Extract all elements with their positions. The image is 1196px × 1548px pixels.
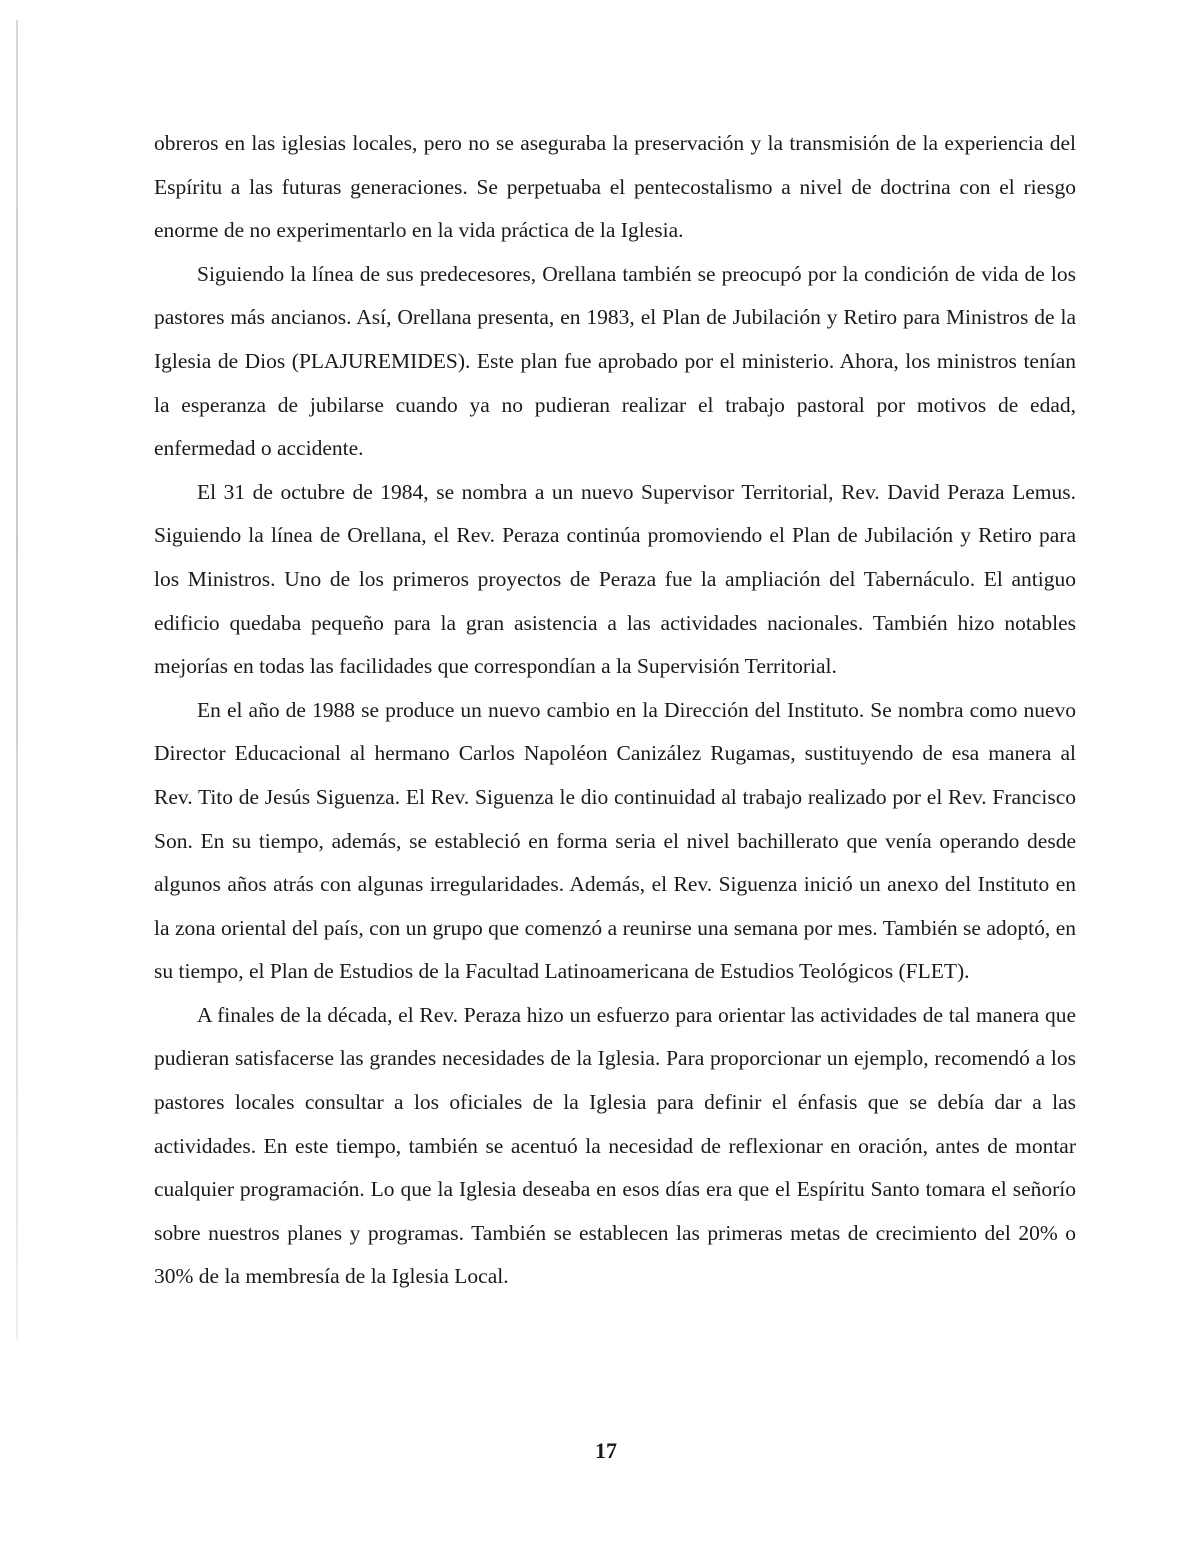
paragraph-plajuremides: Siguiendo la línea de sus predecesores, Orellana también se preocupó por la condición de vida de los pastores más ancianos. Así, Orellana presenta, en 1983, el Plan de Jubilación y Retiro para Ministros de la Iglesia de Dios (PLAJUREMIDES). Este plan fue aprobado por el ministerio. Ahora, los ministros tenían la esperanza de jubilarse cuando ya no pudieran realizar el trabajo pastoral por motivos de edad, enfermedad o accidente. [154, 261, 1076, 461]
page-number: 17 [595, 1438, 617, 1463]
paragraph-finales-decada: A finales de la década, el Rev. Peraza hizo un esfuerzo para orientar las actividades de tal manera que pudieran satisfacerse las grandes necesidades de la Iglesia. Para proporcionar un ejemplo, recomendó a los pastores locales consultar a los oficiales de la Iglesia para definir el énfasis que se debía dar a las actividades. En este tiempo, también se acentuó la necesidad de reflexionar en oración, antes de montar cualquier programación. Lo que la Iglesia deseaba en esos días era que el Espíritu Santo tomara el señorío sobre nuestros planes y programas. También se establecen las primeras metas de crecimiento del 20% o 30% de la membresía de la Iglesia Local. [154, 1002, 1076, 1289]
paragraph-peraza-supervisor: El 31 de octubre de 1984, se nombra a un nuevo Supervisor Territorial, Rev. David Peraza Lemus. Siguiendo la línea de Orellana, el Rev. Peraza continúa promoviendo el Plan de Jubilación y Retiro para los Ministros. Uno de los primeros proyectos de Peraza fue la ampliación del Tabernáculo. El antiguo edificio quedaba pequeño para la gran asistencia a las actividades nacionales. También hizo notables mejorías en todas las facilidades que correspondían a la Supervisión Territorial. [154, 479, 1076, 679]
paragraph-continuation: obreros en las iglesias locales, pero no se aseguraba la preservación y la transmisión de la experiencia del Espíritu a las futuras generaciones. Se perpetuaba el pentecostalismo a nivel de doctrina con el riesgo enorme de no experimentarlo en la vida práctica de la Iglesia. [154, 131, 1076, 243]
paragraph-instituto-direccion: En el año de 1988 se produce un nuevo cambio en la Dirección del Instituto. Se nombra como nuevo Director Educacional al hermano Carlos Napoléon Canizález Rugamas, sustituyendo de esa manera al Rev. Tito de Jesús Siguenza. El Rev. Siguenza le dio continuidad al trabajo realizado por el Rev. Francisco Son. En su tiempo, además, se estableció en forma seria el nivel bachillerato que venía operando desde algunos años atrás con algunas irregularidades. Además, el Rev. Siguenza inició un anexo del Instituto en la zona oriental del país, con un grupo que comenzó a reunirse una semana por mes. También se adoptó, en su tiempo, el Plan de Estudios de la Facultad Latinoamericana de Estudios Teológicos (FLET). [154, 697, 1076, 984]
scan-edge-line [16, 20, 18, 1340]
page-body [154, 122, 1076, 1299]
